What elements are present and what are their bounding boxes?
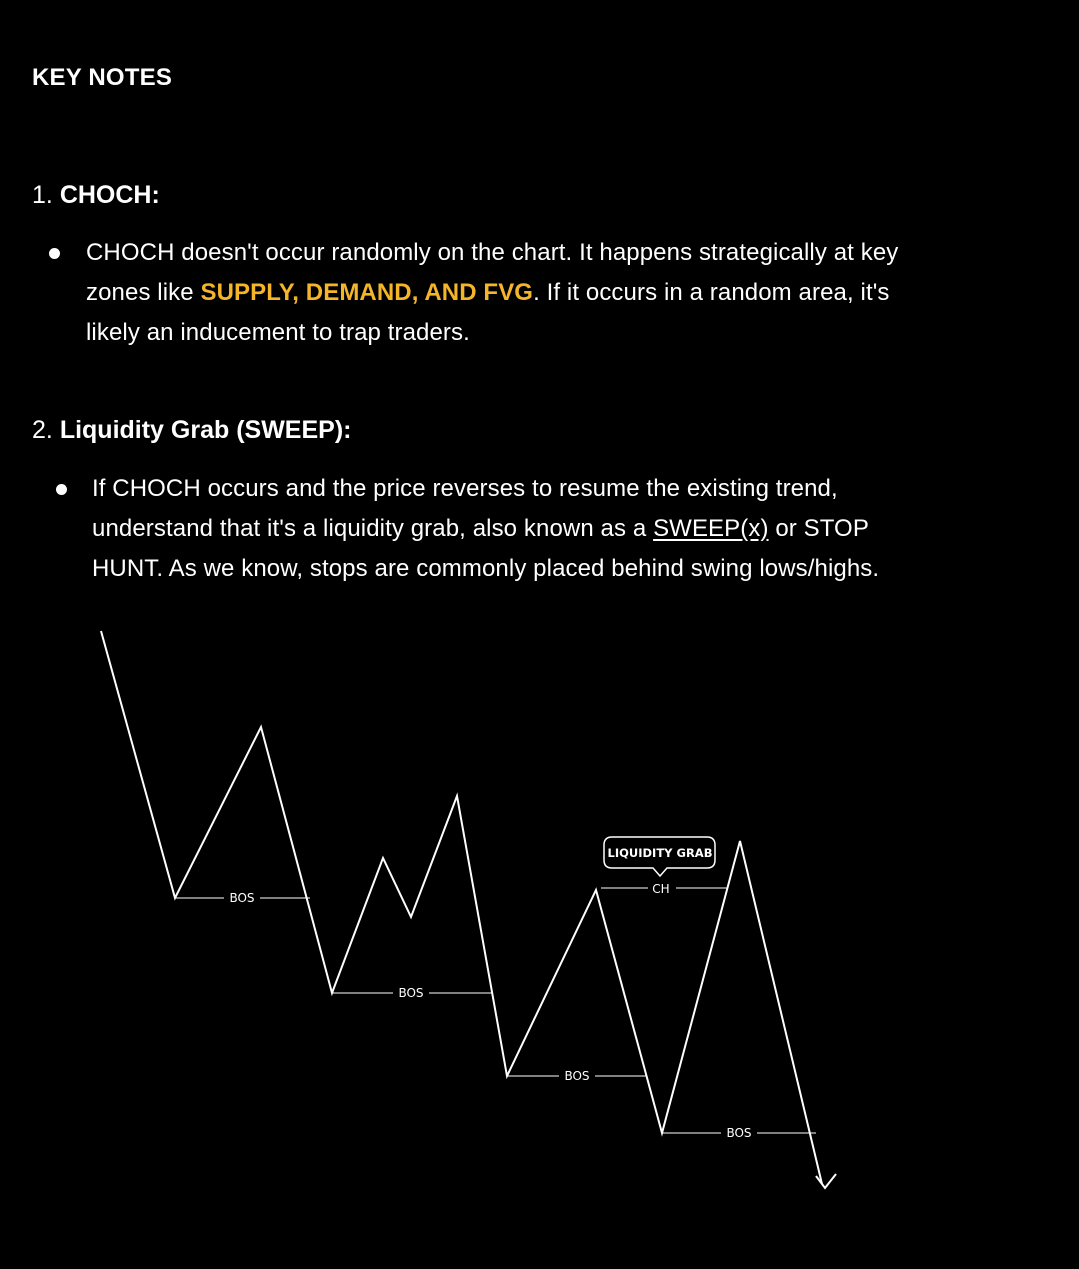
bullet-dot bbox=[49, 248, 60, 259]
market-structure-diagram bbox=[0, 600, 1079, 1220]
bos-label: BOS bbox=[564, 1069, 590, 1083]
note-text: or STOP bbox=[768, 515, 869, 542]
section-number: 1. bbox=[32, 181, 53, 209]
ch-marker bbox=[601, 882, 728, 896]
highlight-zones: SUPPLY, DEMAND, AND FVG bbox=[200, 279, 534, 306]
bos-label: BOS bbox=[726, 1126, 752, 1140]
section-number: 2. bbox=[32, 416, 53, 444]
note-line: likely an inducement to trap traders. bbox=[86, 319, 470, 346]
liquidity-grab-callout bbox=[604, 837, 715, 876]
note-line: HUNT. As we know, stops are commonly placed behind swing lows/highs. bbox=[92, 555, 880, 582]
price-path bbox=[101, 631, 822, 1184]
section-sweep-heading bbox=[32, 415, 351, 445]
note-line: CHOCH doesn't occur randomly on the chart. It happens strategically at key bbox=[86, 239, 899, 266]
bos-label: BOS bbox=[398, 986, 424, 1000]
sweep-term: SWEEP(x) bbox=[653, 515, 769, 542]
bos-label: BOS bbox=[229, 891, 255, 905]
bos-marker bbox=[507, 1069, 647, 1083]
down-arrow-icon bbox=[816, 1174, 836, 1188]
note-line: If CHOCH occurs and the price reverses to resume the existing trend, bbox=[92, 475, 838, 502]
section-title: Liquidity Grab (SWEEP): bbox=[59, 416, 352, 444]
note-line bbox=[86, 273, 1066, 313]
section-title: CHOCH: bbox=[59, 181, 160, 209]
callout-label: LIQUIDITY GRAB bbox=[607, 846, 713, 860]
note-text: zones like bbox=[86, 279, 201, 306]
bos-marker bbox=[332, 986, 493, 1000]
page-title: KEY NOTES bbox=[32, 64, 173, 91]
choch-note bbox=[86, 233, 1066, 353]
ch-label: CH bbox=[652, 882, 670, 896]
sweep-note bbox=[92, 469, 1067, 589]
bullet-dot bbox=[56, 484, 67, 495]
note-text: . If it occurs in a random area, it's bbox=[533, 279, 890, 306]
section-choch-heading bbox=[32, 180, 160, 210]
bos-marker bbox=[175, 891, 310, 905]
bos-marker bbox=[662, 1126, 816, 1140]
note-text: understand that it's a liquidity grab, also known as a bbox=[92, 515, 654, 542]
note-line bbox=[92, 509, 1067, 549]
